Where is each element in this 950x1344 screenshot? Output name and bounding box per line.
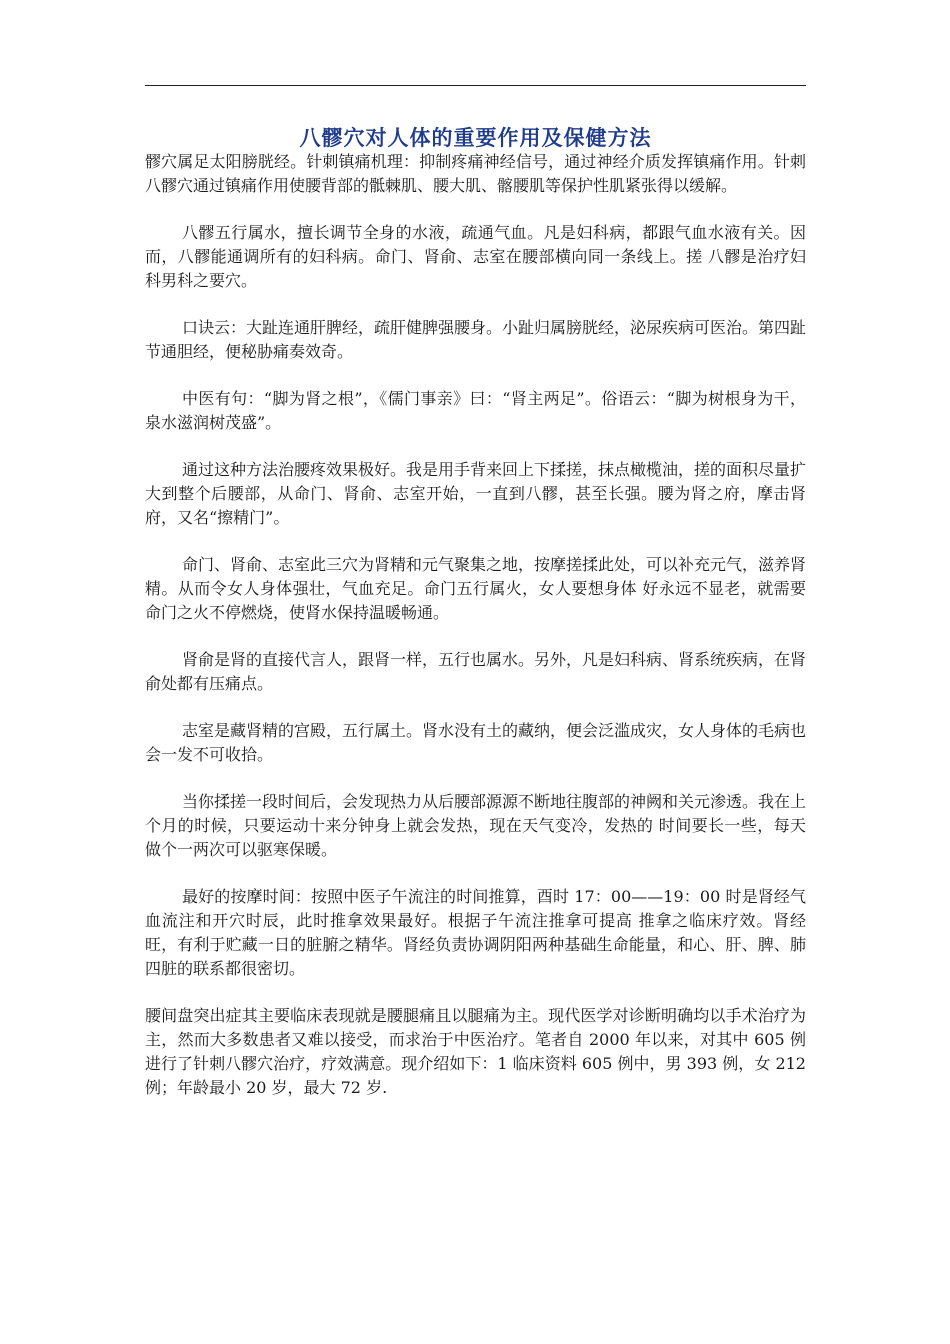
- paragraph-6: 命门、肾俞、志室此三穴为肾精和元气聚集之地，按摩搓揉此处，可以补充元气，滋养肾精。从而令女人身体强壮，气血充足。命门五行属火，女人要想身体 好永远不显老，就需要命门之火不停燃烧，使肾水保持温暖畅通。: [145, 555, 807, 622]
- header-rule: [145, 85, 806, 86]
- document-body: [145, 150, 806, 1123]
- paragraph-10: 最好的按摩时间：按照中医子午流注的时间推算，酉时 17：00——19：00 时是肾经气血流注和开穴时辰，此时推拿效果最好。根据子午流注推拿可提高 推拿之临床疗效。肾经旺，有利于贮藏一日的脏腑之精华。肾经负责协调阴阳两种基础生命能量，和心、肝、脾、肺四脏的联系都很密切。: [145, 887, 806, 978]
- paragraph-7: 肾俞是肾的直接代言人，跟肾一样，五行也属水。另外，凡是妇科病、肾系统疾病，在肾俞处都有压痛点。: [145, 650, 807, 693]
- document-title: 八髎穴对人体的重要作用及保健方法: [299, 125, 652, 150]
- paragraph-1: 髎穴属足太阳膀胱经。针刺镇痛机理：抑制疼痛神经信号，通过神经介质发挥镇痛作用。针刺八髎穴通过镇痛作用使腰背部的骶棘肌、腰大肌、髂腰肌等保护性肌紧张得以缓解。: [145, 152, 806, 195]
- paragraph-4: 中医有句：“脚为肾之根”，《儒门事亲》曰：“肾主两足”。俗语云：“脚为树根身为干，泉水滋润树茂盛”。: [145, 389, 806, 432]
- paragraph-8: 志室是藏肾精的宫殿，五行属土。肾水没有土的藏纳，便会泛滥成灾，女人身体的毛病也会一发不可收拾。: [145, 721, 807, 764]
- paragraph-9: 当你揉搓一段时间后，会发现热力从后腰部源源不断地往腹部的神阙和关元渗透。我在上个月的时候，只要运动十来分钟身上就会发热，现在天气变冷，发热的 时间要长一些，每天做个一两次可以驱寒保暖。: [145, 792, 807, 859]
- paragraph-5: 通过这种方法治腰疼效果极好。我是用手背来回上下揉搓，抹点橄榄油，搓的面积尽量扩大到整个后腰部，从命门、肾俞、志室开始，一直到八髎，甚至长强。腰为肾之府，摩击肾府，又名“擦精门”。: [145, 460, 807, 527]
- paragraph-11: 腰间盘突出症其主要临床表现就是腰腿痛且以腿痛为主。现代医学对诊断明确均以手术治疗为主，然而大多数患者又难以接受，而求治于中医治疗。笔者自 2000 年以来，对其中 605 例进行了针刺八髎穴治疗，疗效满意。现介绍如下：1 临床资料 605 例中，男 393 例，女 212 例；年龄最小 20 岁，最大 72 岁.: [145, 1006, 806, 1097]
- paragraph-2: 八髎五行属水，擅长调节全身的水液，疏通气血。凡是妇科病，都跟气血水液有关。因而，八髎能通调所有的妇科病。命门、肾俞、志室在腰部横向同一条线上。搓 八髎是治疗妇科男科之要穴。: [145, 223, 806, 290]
- paragraph-3: 口诀云：大趾连通肝脾经，疏肝健脾强腰身。小趾归属膀胱经，泌尿疾病可医治。第四趾节通胆经，便秘胁痛奏效奇。: [145, 318, 807, 361]
